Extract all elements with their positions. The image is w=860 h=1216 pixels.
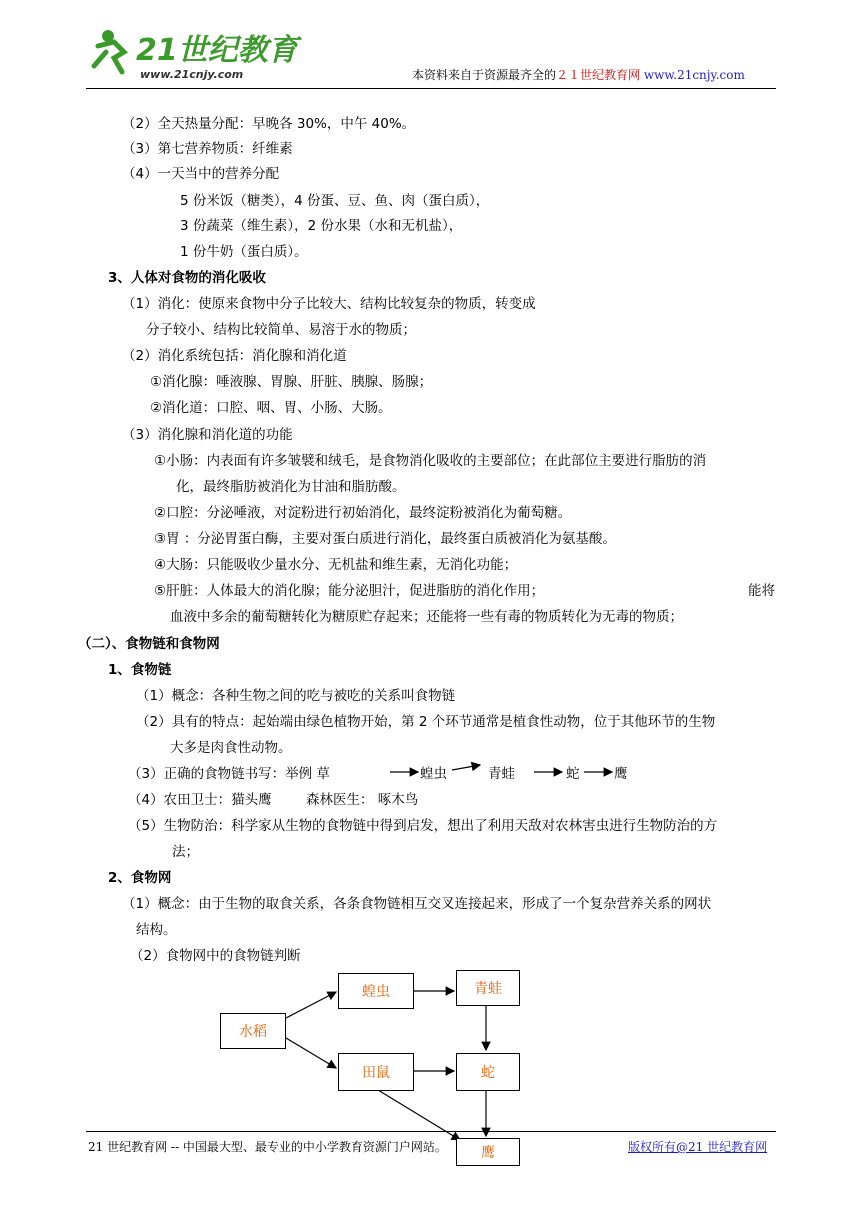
text-line: 法； — [172, 844, 199, 860]
node-snake: 蛇 — [456, 1053, 520, 1091]
text-line: 大多是肉食性动物。 — [170, 740, 292, 756]
arrow — [286, 1038, 336, 1068]
text-line: ①消化腺：唾液腺、胃腺、肝脏、胰腺、肠腺； — [150, 374, 433, 390]
text-line: （5）生物防治：科学家从生物的食物链中得到启发，想出了利用天敌对农林害虫进行生物防治的方 — [128, 818, 718, 834]
text-line: 3 份蔬菜（维生素），2 份水果（水和无机盐）， — [180, 218, 463, 234]
logo-text: 21世纪教育 — [136, 33, 298, 68]
arrow — [378, 1090, 460, 1140]
header-source-site: ２１世纪教育网 — [556, 68, 641, 82]
arrow — [452, 765, 480, 770]
text-line: （3）正确的食物链书写：举例 草 — [128, 766, 330, 782]
text-line: 森林医生： 啄木鸟 — [306, 792, 419, 808]
text-line: ④大肠：只能吸收少量水分、无机盐和维生素，无消化功能； — [154, 557, 518, 573]
text-line: （2）全天热量分配：早晚各 30%，中午 40%。 — [122, 116, 416, 132]
node-locust: 蝗虫 — [338, 973, 414, 1009]
text-line: （1）概念：由于生物的取食关系，各条食物链相互交叉连接起来，形成了一个复杂营养关系的网状 — [122, 896, 712, 912]
text-line: 1 份牛奶（蛋白质）。 — [180, 244, 308, 260]
section-heading: 3、人体对食物的消化吸收 — [108, 270, 266, 286]
node-eagle: 鹰 — [456, 1138, 520, 1166]
node-rice: 水稻 — [220, 1013, 286, 1049]
text-line: （2）消化系统包括：消化腺和消化道 — [122, 348, 347, 364]
text-line: （3）第七营养物质：纤维素 — [122, 141, 293, 157]
chain-item: 蝗虫 — [420, 766, 447, 782]
text-line: ②口腔：分泌唾液，对淀粉进行初始消化，最终淀粉被消化为葡萄糖。 — [154, 505, 572, 521]
text-line: ⑤肝脏：人体最大的消化腺；能分泌胆汁，促进脂肪的消化作用； — [154, 583, 545, 599]
header-source-url[interactable]: www.21cnjy.com — [643, 68, 745, 82]
text-line: 血液中多余的葡萄糖转化为糖原贮存起来；还能将一些有毒的物质转化为无毒的物质； — [170, 609, 683, 625]
chain-item: 青蛙 — [488, 766, 515, 782]
text-line: ②消化道：口腔、咽、胃、小肠、大肠。 — [150, 400, 392, 416]
text-line: ③胃 ：分泌胃蛋白酶，主要对蛋白质进行消化，最终蛋白质被消化为氨基酸。 — [154, 531, 616, 547]
section-heading: （二）、食物链和食物网 — [78, 636, 220, 652]
text-line: （4）一天当中的营养分配 — [122, 166, 280, 182]
chain-item: 鹰 — [614, 766, 628, 782]
logo-url: www.21cnjy.com — [140, 68, 244, 81]
header-source-prefix: 本资料来自于资源最齐全的 — [412, 68, 557, 82]
arrow — [286, 992, 336, 1018]
text-line: 能将 — [748, 583, 775, 599]
text-line: （2）食物网中的食物链判断 — [130, 948, 301, 964]
text-line: 化，最终脂肪被消化为甘油和脂肪酸。 — [176, 479, 406, 495]
footer-copyright-link[interactable]: 版权所有@21 世纪教育网 — [628, 1140, 768, 1154]
text-line: （1）概念：各种生物之间的吃与被吃的关系叫食物链 — [136, 688, 456, 704]
node-field-mouse: 田鼠 — [338, 1053, 414, 1091]
text-line: （4）农田卫士：猫头鹰 — [128, 792, 272, 808]
section-heading: 1、食物链 — [108, 662, 172, 678]
text-line: （3）消化腺和消化道的功能 — [122, 427, 293, 443]
footer-left-text: 21 世纪教育网 -- 中国最大型、最专业的中小学教育资源门户网站。 — [88, 1140, 447, 1154]
chain-item: 蛇 — [566, 766, 580, 782]
text-line: 结构。 — [136, 922, 177, 938]
node-frog: 青蛙 — [456, 970, 520, 1006]
text-line: 5 份米饭（糖类），4 份蛋、豆、鱼、肉（蛋白质）， — [180, 193, 490, 209]
footer-divider — [86, 1131, 776, 1132]
text-line: （1）消化：使原来食物中分子比较大、结构比较复杂的物质，转变成 — [122, 296, 536, 312]
section-heading: 2、食物网 — [108, 870, 172, 886]
text-line: （2）具有的特点：起始端由绿色植物开始，第 2 个环节通常是植食性动物，位于其他环节的生物 — [136, 714, 716, 730]
text-line: 分子较小、结构比较简单、易溶于水的物质； — [146, 322, 416, 338]
text-line: ①小肠：内表面有许多皱襞和绒毛，是食物消化吸收的主要部位；在此部位主要进行脂肪的消 — [154, 453, 707, 469]
